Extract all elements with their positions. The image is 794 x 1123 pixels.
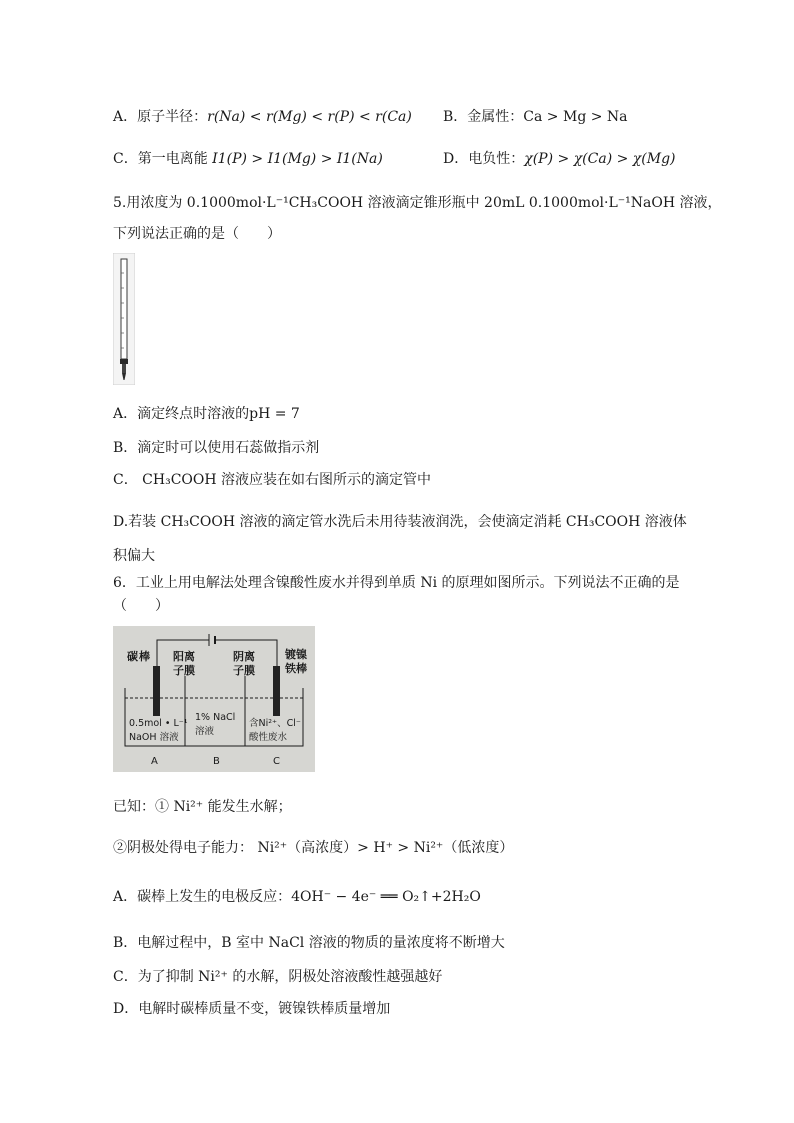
q5-option-b[interactable]: B．滴定时可以使用石蕊做指示剂 — [113, 440, 320, 456]
q6-known-1: 已知：① Ni²⁺ 能发生水解； — [113, 799, 292, 815]
anion-membrane-label-1: 阴离 — [233, 650, 255, 663]
q4-option-b-expr: Ca > Mg > Na — [523, 109, 628, 125]
q4-option-d-label: D．电负性： — [443, 151, 525, 167]
solution-b-label-1: 1% NaCl — [195, 712, 236, 723]
q6-option-b[interactable]: B．电解过程中，B 室中 NaCl 溶液的物质的量浓度将不断增大 — [113, 935, 505, 951]
q6-known-2: ②阴极处得电子能力： Ni²⁺（高浓度）> H⁺ > Ni²⁺（低浓度） — [113, 840, 514, 856]
burette-figure — [113, 253, 135, 385]
q6-option-c[interactable]: C．为了抑制 Ni²⁺ 的水解，阴极处溶液酸性越强越好 — [113, 969, 443, 985]
q5-stem-line1: 5.用浓度为 0.1000mol·L⁻¹CH₃COOH 溶液滴定锥形瓶中 20mL 0.1000mol·L⁻¹NaOH 溶液， — [113, 195, 722, 211]
q4-option-c[interactable] — [113, 148, 383, 168]
solution-a-label-2: NaOH 溶液 — [129, 732, 179, 743]
solution-b-label-2: 溶液 — [195, 726, 215, 737]
q4-option-c-label: C．第一电离能 — [113, 151, 213, 167]
chamber-a-label: A — [151, 756, 158, 767]
cation-membrane-label-2: 子膜 — [173, 664, 195, 677]
q4-option-a-expr: r(Na) < r(Mg) < r(P) < r(Ca) — [207, 109, 412, 125]
q5-option-d-line1[interactable]: D.若装 CH₃COOH 溶液的滴定管水洗后未用待装液润洗，会使滴定消耗 CH₃COOH 溶液体 — [113, 514, 687, 530]
solution-c-label-1: 含Ni²⁺、Cl⁻ — [249, 718, 301, 729]
right-electrode-label-2: 铁棒 — [285, 662, 307, 675]
q4-option-d[interactable] — [443, 148, 676, 168]
electrolysis-cell-drawing — [113, 626, 315, 772]
q5-option-c[interactable]: C． CH₃COOH 溶液应装在如右图所示的滴定管中 — [113, 472, 432, 488]
right-electrode-label-1: 镀镍 — [285, 648, 307, 661]
q6-stem-line1: 6．工业上用电解法处理含镍酸性废水并得到单质 Ni 的原理如图所示。下列说法不正确的是 — [113, 575, 680, 591]
chamber-c-label: C — [273, 756, 280, 767]
q4-option-b-label: B．金属性： — [443, 109, 524, 125]
q5-stem-line2: 下列说法正确的是（ ） — [113, 226, 281, 242]
q5-option-a[interactable]: A．滴定终点时溶液的pH = 7 — [113, 406, 300, 422]
q4-option-a[interactable] — [113, 106, 412, 126]
solution-c-label-2: 酸性废水 — [249, 732, 288, 743]
q5-option-d-line2: 积偏大 — [113, 548, 155, 564]
q6-option-d[interactable]: D．电解时碳棒质量不变，镀镍铁棒质量增加 — [113, 1001, 391, 1017]
q4-option-d-expr: χ(P) > χ(Ca) > χ(Mg) — [524, 151, 676, 167]
q6-stem-line2: （ ） — [113, 598, 169, 614]
q4-option-row-ab — [113, 106, 713, 130]
solution-a-label-1: 0.5mol • L⁻¹ — [129, 718, 188, 729]
cation-membrane-label-1: 阳离 — [173, 650, 195, 663]
q4-option-c-expr: I1(P) > I1(Mg) > I1(Na) — [212, 151, 383, 167]
q6-option-a[interactable]: A．碳棒上发生的电极反应：4OH⁻ − 4e⁻ ══ O₂↑+2H₂O — [113, 889, 481, 905]
left-electrode-label-1: 碳 — [127, 650, 138, 663]
electrolysis-cell-figure — [113, 626, 315, 772]
q4-option-b[interactable] — [443, 106, 628, 126]
q4-option-row-cd — [113, 148, 713, 172]
anion-membrane-label-2: 子膜 — [233, 664, 255, 677]
q4-option-a-label: A．原子半径： — [113, 109, 208, 125]
left-electrode-label-2: 棒 — [139, 650, 150, 663]
burette-drawing — [113, 253, 135, 385]
chamber-b-label: B — [213, 756, 220, 767]
